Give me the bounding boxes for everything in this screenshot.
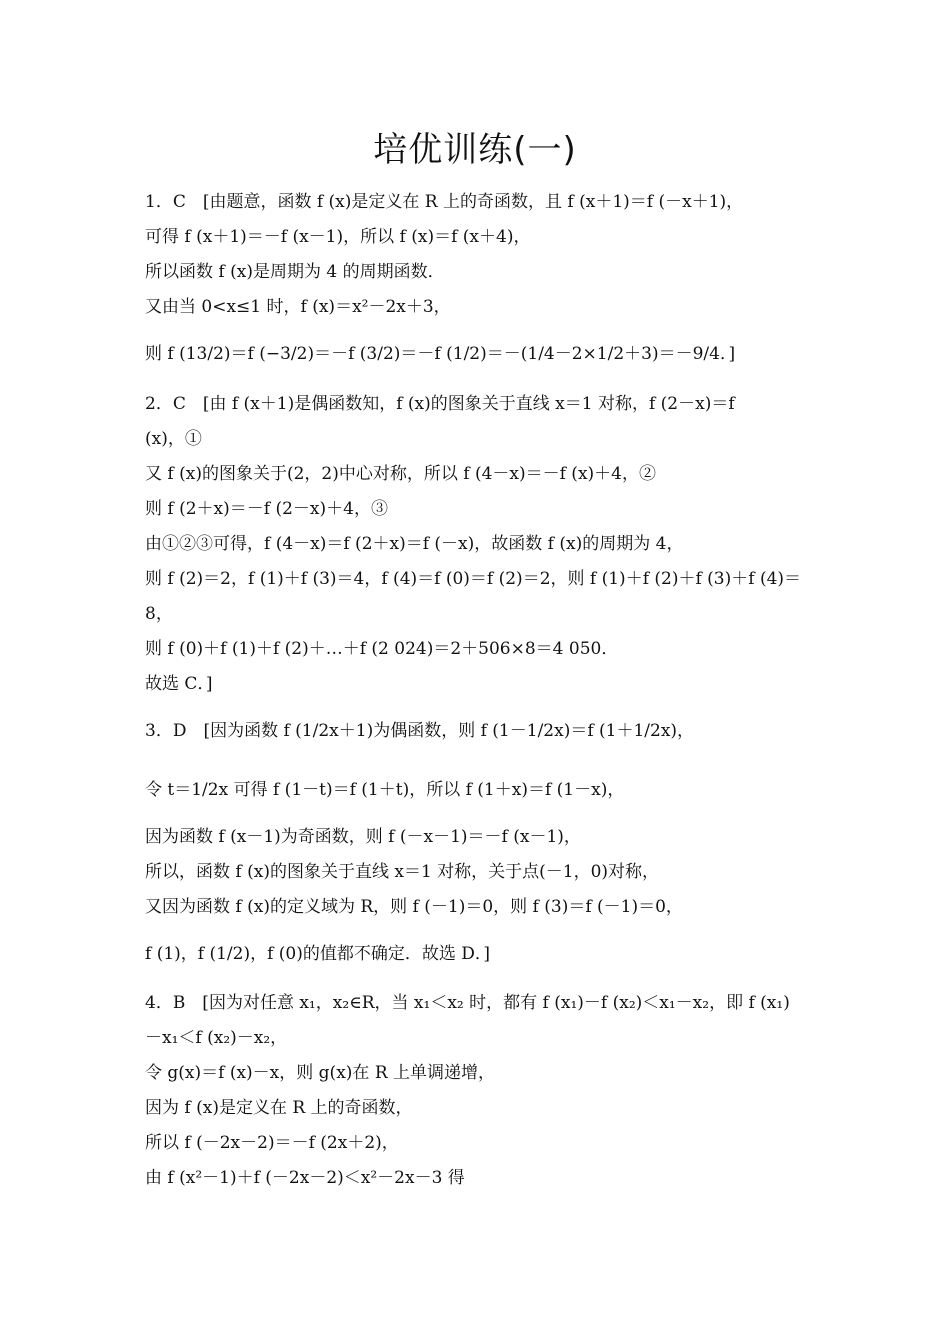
page-title: 培优训练(一) [373, 130, 577, 170]
solution-line: 1．C [由题意，函数 f (x)是定义在 R 上的奇函数，且 f (x＋1)＝f (－x＋1)， [145, 192, 744, 212]
formula-line: 3．D [因为函数 f (1/2x＋1)为偶函数，则 f (1－1/2x)＝f (1＋1/2x)， [145, 721, 695, 741]
solution-line: 又由当 0<x≤1 时，f (x)＝x²－2x＋3， [145, 297, 451, 317]
formula-line: f (1)，f (1/2)，f (0)的值都不确定．故选 D．] [145, 944, 491, 964]
solution-line: －x₁＜f (x₂)－x₂， [145, 1028, 288, 1048]
solution-line: 故选 C．] [145, 674, 213, 694]
solution-line: 则 f (2)＝2，f (1)＋f (3)＝4，f (4)＝f (0)＝f (2)＝2，则 f (1)＋f (2)＋f (3)＋f (4)＝ [145, 569, 802, 589]
solution-line: 可得 f (x＋1)＝－f (x－1)，所以 f (x)＝f (x＋4)， [145, 227, 531, 247]
solution-line: (x)，① [145, 429, 202, 449]
solution-line: 则 f (0)＋f (1)＋f (2)＋…＋f (2 024)＝2＋506×8＝4 050． [145, 639, 619, 659]
solution-line: 所以函数 f (x)是周期为 4 的周期函数． [145, 262, 445, 282]
solution-line: 又因为函数 f (x)的定义域为 R，则 f (－1)＝0，则 f (3)＝f (－1)＝0， [145, 897, 683, 917]
solution-line: 由①②③可得，f (4－x)＝f (2＋x)＝f (－x)，故函数 f (x)的周期为 4， [145, 534, 684, 554]
solution-line: 所以，函数 f (x)的图象关于直线 x＝1 对称，关于点(－1，0)对称， [145, 862, 660, 882]
solution-line: 则 f (2＋x)＝－f (2－x)＋4，③ [145, 499, 388, 519]
solution-line: 因为 f (x)是定义在 R 上的奇函数， [145, 1098, 413, 1118]
solution-line: 4．B [因为对任意 x₁，x₂∈R，当 x₁＜x₂ 时，都有 f (x₁)－f (x₂)＜x₁－x₂，即 f (x₁) [145, 993, 790, 1013]
solution-line: 2．C [由 f (x＋1)是偶函数知，f (x)的图象关于直线 x＝1 对称，f (2－x)＝f [145, 394, 735, 414]
solution-line: 所以 f (－2x－2)＝－f (2x＋2)， [145, 1133, 399, 1153]
formula-line: 则 f (13/2)＝f (−3/2)＝－f (3/2)＝－f (1/2)＝－(1/4－2×1/2＋3)＝－9/4．] [145, 344, 736, 364]
solution-line: 令 g(x)＝f (x)－x，则 g(x)在 R 上单调递增， [145, 1063, 496, 1083]
solution-line: 由 f (x²－1)＋f (－2x－2)＜x²－2x－3 得 [145, 1168, 465, 1188]
solution-line: 8， [145, 604, 173, 624]
solution-line: 因为函数 f (x－1)为奇函数，则 f (－x－1)＝－f (x－1)， [145, 827, 581, 847]
solution-line: 又 f (x)的图象关于(2，2)中心对称，所以 f (4－x)＝－f (x)＋4，② [145, 464, 656, 484]
formula-line: 令 t＝1/2x 可得 f (1－t)＝f (1＋t)，所以 f (1＋x)＝f (1－x)， [145, 780, 625, 800]
